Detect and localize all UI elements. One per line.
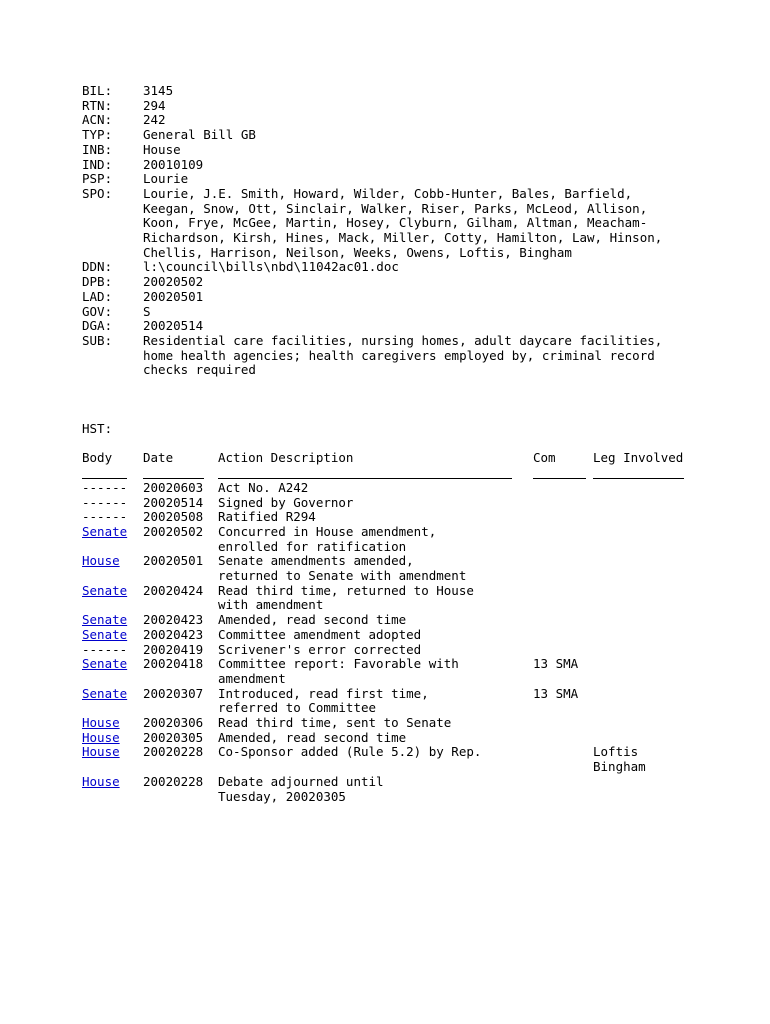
meta-value: General Bill GB (143, 127, 256, 143)
history-date-cell: 20020423 (143, 626, 204, 642)
history-row (82, 584, 702, 613)
history-date-cell: 20020501 (143, 553, 204, 569)
meta-row (82, 99, 702, 114)
history-body-cell (82, 554, 143, 569)
rule-desc (218, 466, 512, 481)
meta-key: RTN: (82, 97, 113, 113)
body-text: ------ (82, 479, 128, 495)
history-date-cell: 20020418 (143, 656, 204, 672)
history-body-cell (82, 525, 143, 540)
body-link[interactable]: Senate (82, 582, 128, 598)
bill-document (82, 84, 702, 804)
meta-row (82, 334, 702, 378)
meta-row (82, 275, 702, 290)
history-description-cell: Scrivener's error corrected (218, 641, 422, 657)
meta-key: INB: (82, 141, 113, 157)
rule-body (82, 466, 127, 481)
history-row (82, 481, 702, 496)
body-link[interactable]: Senate (82, 612, 128, 628)
meta-value: 294 (143, 97, 166, 113)
body-link[interactable]: House (82, 773, 120, 789)
meta-row (82, 128, 702, 143)
rule-date (143, 466, 204, 481)
history-row (82, 687, 702, 716)
history-date-cell: 20020424 (143, 582, 204, 598)
meta-row (82, 84, 702, 99)
history-leg-cell: Loftis Bingham (593, 744, 646, 775)
meta-row (82, 319, 702, 334)
history-date-cell: 20020603 (143, 479, 204, 495)
body-text: ------ (82, 641, 128, 657)
meta-key: TYP: (82, 127, 113, 143)
meta-value: 242 (143, 112, 166, 128)
meta-row (82, 172, 702, 187)
history-row (82, 628, 702, 643)
meta-key: ACN: (82, 112, 113, 128)
history-body-cell (82, 481, 143, 496)
history-row (82, 525, 702, 554)
body-text: ------ (82, 494, 128, 510)
meta-value: 20010109 (143, 156, 204, 172)
body-text: ------ (82, 509, 128, 525)
history-description-cell: Committee report: Favorable with amendment (218, 656, 459, 686)
history-body-cell (82, 643, 143, 658)
history-description-cell: Concurred in House amendment, enrolled for ratification (218, 523, 437, 554)
meta-key: DDN: (82, 259, 113, 275)
history-com-cell: 13 SMA (533, 685, 579, 701)
history-row (82, 657, 702, 686)
history-date-cell: 20020307 (143, 685, 204, 701)
history-description-cell: Co-Sponsor added (Rule 5.2) by Rep. (218, 744, 482, 760)
history-date-cell: 20020306 (143, 715, 204, 731)
meta-key: BIL: (82, 83, 113, 98)
history-row (82, 775, 702, 804)
history-date-cell: 20020419 (143, 641, 204, 657)
meta-row (82, 143, 702, 158)
meta-value: S (143, 303, 151, 319)
history-body-cell (82, 657, 143, 672)
history-date-cell: 20020423 (143, 612, 204, 628)
body-link[interactable]: Senate (82, 523, 128, 539)
history-row (82, 554, 702, 583)
history-com-cell: 13 SMA (533, 656, 579, 672)
history-description-cell: Act No. A242 (218, 479, 309, 495)
history-row (82, 496, 702, 511)
history-row (82, 613, 702, 628)
meta-value: House (143, 141, 181, 157)
meta-key: GOV: (82, 303, 113, 319)
history-description-cell: Signed by Governor (218, 494, 354, 510)
history-body-cell (82, 775, 143, 790)
meta-row (82, 305, 702, 320)
history-row (82, 731, 702, 746)
history-description-cell: Amended, read second time (218, 729, 407, 745)
body-link[interactable]: House (82, 744, 120, 760)
history-body-cell (82, 745, 143, 760)
header-com: Com (533, 450, 556, 466)
body-link[interactable]: Senate (82, 626, 128, 642)
history-row (82, 716, 702, 731)
meta-key: DPB: (82, 274, 113, 290)
history-body-cell (82, 584, 143, 599)
meta-row (82, 158, 702, 173)
history-body-cell (82, 496, 143, 511)
history-table (82, 451, 702, 804)
history-row (82, 745, 702, 774)
history-row (82, 510, 702, 525)
history-date-cell: 20020228 (143, 744, 204, 760)
history-header-row (82, 451, 702, 466)
body-link[interactable]: House (82, 715, 120, 731)
body-link[interactable]: House (82, 729, 120, 745)
meta-key: IND: (82, 156, 113, 172)
history-body-cell (82, 687, 143, 702)
history-body-cell (82, 510, 143, 525)
history-header-rule (82, 466, 702, 481)
header-leg-involved: Leg Involved (593, 450, 684, 466)
bill-metadata (82, 84, 702, 378)
history-description-cell: Amended, read second time (218, 612, 407, 628)
meta-value: Lourie, J.E. Smith, Howard, Wilder, Cobb-Hunter, Bales, Barfield, Keegan, Snow, Ott, Sinclair, Walker, Riser, Parks, McLeod, Allison, Koon, Frye, McGee, Martin, Hosey, Clyburn, Gilham, Altman, Meacham- Richardson, Kirsh, Hines, Mack, Miller, Cotty, Hamilton, Law, Hinson, Chellis, Harrison, Neilson, Weeks, Owens, Loftis, Bingham (143, 185, 663, 260)
meta-value: 3145 (143, 83, 174, 98)
history-rows (82, 481, 702, 804)
history-description-cell: Senate amendments amended, returned to Senate with amendment (218, 553, 467, 584)
meta-value: 20020502 (143, 274, 204, 290)
history-body-cell (82, 628, 143, 643)
history-description-cell: Read third time, sent to Senate (218, 715, 452, 731)
history-description-cell: Introduced, read first time, referred to Committee (218, 685, 429, 716)
meta-value: 20020514 (143, 318, 204, 334)
history-date-cell: 20020228 (143, 773, 204, 789)
history-description-cell: Committee amendment adopted (218, 626, 422, 642)
history-date-cell: 20020305 (143, 729, 204, 745)
meta-key: SPO: (82, 185, 113, 201)
rule-com (533, 466, 586, 481)
meta-row (82, 187, 702, 261)
meta-key: LAD: (82, 288, 113, 304)
history-date-cell: 20020508 (143, 509, 204, 525)
history-description-cell: Read third time, returned to House with amendment (218, 582, 474, 613)
history-label: HST: (82, 421, 113, 437)
meta-key: PSP: (82, 171, 113, 187)
body-link[interactable]: Senate (82, 656, 128, 672)
body-link[interactable]: Senate (82, 685, 128, 701)
meta-value: Residential care facilities, nursing homes, adult daycare facilities, home health agencies; health caregivers employed by, criminal record checks required (143, 332, 663, 378)
header-date: Date (143, 450, 174, 466)
history-description-cell: Ratified R294 (218, 509, 316, 525)
meta-key: DGA: (82, 318, 113, 334)
body-link[interactable]: House (82, 553, 120, 569)
history-body-cell (82, 716, 143, 731)
history-body-cell (82, 613, 143, 628)
history-description-cell: Debate adjourned until Tuesday, 20020305 (218, 773, 384, 804)
header-action-description: Action Description (218, 450, 354, 466)
header-body: Body (82, 450, 113, 466)
meta-key: SUB: (82, 332, 113, 348)
meta-row (82, 260, 702, 275)
history-body-cell (82, 731, 143, 746)
history-date-cell: 20020502 (143, 523, 204, 539)
meta-row (82, 290, 702, 305)
history-row (82, 643, 702, 658)
meta-row (82, 113, 702, 128)
meta-value: l:\council\bills\nbd\11042ac01.doc (143, 259, 399, 275)
meta-value: 20020501 (143, 288, 204, 304)
history-date-cell: 20020514 (143, 494, 204, 510)
rule-leg (593, 466, 684, 481)
meta-value: Lourie (143, 171, 189, 187)
